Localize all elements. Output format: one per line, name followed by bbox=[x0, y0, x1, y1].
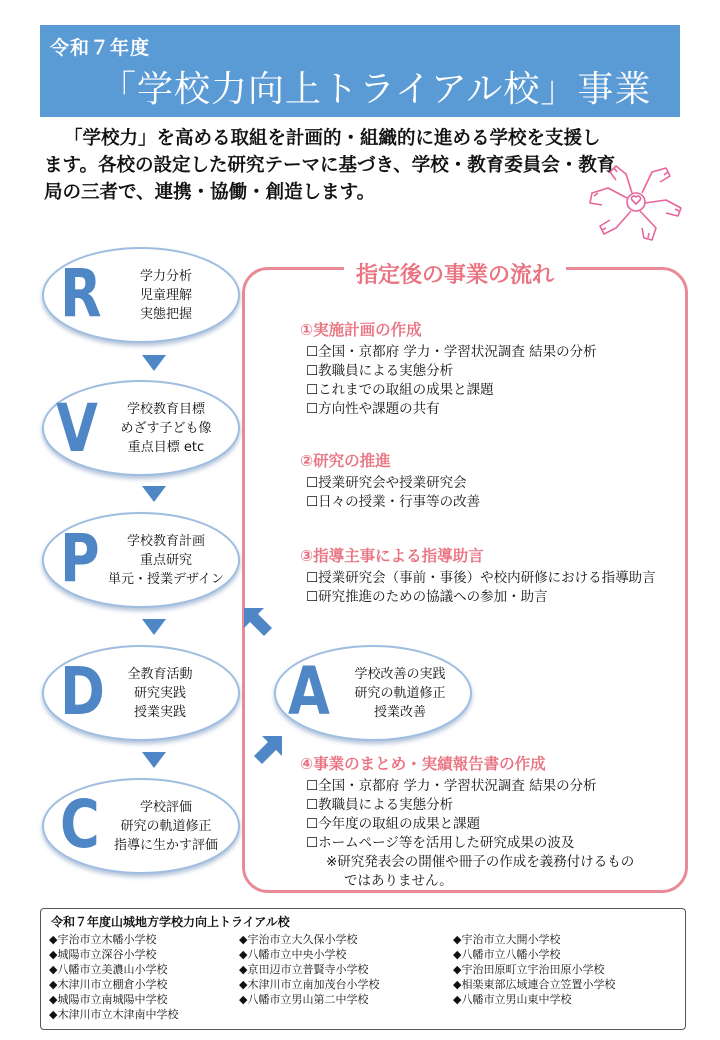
cycle-line: 学校評価 bbox=[139, 800, 192, 815]
school-list bbox=[40, 908, 686, 1030]
section-item: ☐研究推進のための協議への参加・助言 bbox=[306, 589, 548, 605]
school-item: ◆宇治市立木幡小学校 bbox=[49, 933, 157, 946]
section-item: ☐方向性や課題の共有 bbox=[306, 401, 440, 417]
down-arrow-icon bbox=[142, 355, 166, 371]
school-item: ◆木津川市立木津南中学校 bbox=[49, 1008, 179, 1021]
school-item: ◆宇治市立大久保小学校 bbox=[239, 933, 358, 946]
school-item: ◆相楽東部広域連合立笠置小学校 bbox=[453, 978, 616, 991]
intro-text bbox=[44, 125, 674, 206]
cycle-text bbox=[338, 665, 462, 722]
section-item: ☐日々の授業・行事等の改善 bbox=[306, 494, 481, 510]
section-title: ①実施計画の作成 bbox=[300, 321, 422, 339]
school-item: ◆宇治市立大開小学校 bbox=[453, 933, 561, 946]
cycle-line: 授業改善 bbox=[373, 705, 426, 720]
cycle-v bbox=[42, 380, 240, 476]
section-item: ☐授業研究会や授業研究会 bbox=[306, 475, 467, 491]
school-list-title: 令和７年度山城地方学校力向上トライアル校 bbox=[51, 915, 290, 929]
cycle-line: 研究の軌道修正 bbox=[354, 686, 446, 701]
cycle-line: 学力分析 bbox=[139, 269, 192, 284]
school-item: ◆八幡市立男山東中学校 bbox=[453, 993, 572, 1006]
cycle-text bbox=[116, 267, 216, 324]
intro-line-1: 「学校力」を高める取組を計画的・組織的に進める学校を支援し bbox=[64, 128, 601, 149]
down-arrow-icon bbox=[142, 619, 166, 635]
section-item: ☐授業研究会（事前・事後）や校内研修における指導助言 bbox=[306, 570, 656, 586]
school-item: ◆城陽市立深谷小学校 bbox=[49, 948, 157, 961]
school-item: ◆八幡市立八幡小学校 bbox=[453, 948, 561, 961]
intro-line-3: 局の三者で、連携・協働・創造します。 bbox=[44, 182, 376, 203]
cycle-letter: D bbox=[60, 653, 105, 730]
school-item: ◆八幡市立中央小学校 bbox=[239, 948, 347, 961]
school-item: ◆八幡市立男山第二中学校 bbox=[239, 993, 369, 1006]
cycle-letter: V bbox=[56, 390, 98, 467]
cycle-line: 学校教育目標 bbox=[126, 402, 205, 417]
cycle-line: 児童理解 bbox=[139, 288, 192, 303]
cycle-p bbox=[42, 512, 240, 608]
section-2 bbox=[300, 449, 480, 512]
cycle-line: 学校改善の実践 bbox=[354, 667, 446, 682]
down-arrow-icon bbox=[142, 752, 166, 768]
section-item: ☐全国・京都府 学力・学習状況調査 結果の分析 bbox=[306, 344, 597, 360]
up-right-arrow-icon bbox=[252, 732, 286, 766]
cycle-letter: P bbox=[60, 520, 100, 597]
section-title: ④事業のまとめ・実績報告書の作成 bbox=[300, 755, 546, 773]
section-note: ではありません。 bbox=[344, 873, 453, 889]
cycle-line: 重点目標 etc bbox=[127, 440, 205, 455]
section-3 bbox=[300, 544, 656, 607]
section-note: ※研究発表会の開催や冊子の作成を義務付けるもの bbox=[326, 854, 635, 870]
down-arrow-icon bbox=[142, 486, 166, 502]
flow-title: 指定後の事業の流れ bbox=[344, 258, 566, 289]
cycle-line: 全教育活動 bbox=[127, 667, 193, 682]
cycle-d bbox=[42, 645, 240, 741]
cycle-line: 授業実践 bbox=[133, 705, 186, 720]
section-item: ☐教職員による実態分析 bbox=[306, 797, 454, 813]
section-item: ☐教職員による実態分析 bbox=[306, 363, 454, 379]
cycle-line: 重点研究 bbox=[139, 553, 192, 568]
section-item: ☐今年度の取組の成果と課題 bbox=[306, 816, 481, 832]
section-item: ☐全国・京都府 学力・学習状況調査 結果の分析 bbox=[306, 778, 597, 794]
school-item: ◆木津川市立棚倉小学校 bbox=[49, 978, 168, 991]
up-left-arrow-icon bbox=[240, 604, 274, 638]
school-item: ◆京田辺市立普賢寺小学校 bbox=[239, 963, 369, 976]
cycle-letter: C bbox=[60, 786, 100, 863]
school-item: ◆城陽市立南城陽中学校 bbox=[49, 993, 168, 1006]
cycle-line: 学校教育計画 bbox=[126, 534, 205, 549]
intro-line-2: ます。各校の設定した研究テーマに基づき、学校・教育委員会・教育 bbox=[44, 155, 616, 176]
section-4 bbox=[300, 752, 634, 891]
school-item: ◆木津川市立南加茂台小学校 bbox=[239, 978, 380, 991]
page-title: 「学校力向上トライアル校」事業 bbox=[100, 69, 652, 110]
cycle-text bbox=[100, 798, 232, 855]
cycle-line: 単元・授業デザイン bbox=[107, 572, 225, 587]
cycle-c bbox=[42, 778, 240, 874]
school-item: ◆八幡市立美濃山小学校 bbox=[49, 963, 168, 976]
school-item: ◆宇治田原町立宇治田原小学校 bbox=[453, 963, 605, 976]
cycle-letter: R bbox=[60, 255, 102, 332]
joined-hands-icon bbox=[586, 158, 686, 243]
cycle-line: めざす子ども像 bbox=[120, 421, 212, 436]
cycle-line: 研究実践 bbox=[133, 686, 186, 701]
cycle-text bbox=[96, 532, 236, 589]
header-banner bbox=[40, 25, 680, 117]
section-1 bbox=[300, 318, 597, 419]
section-title: ②研究の推進 bbox=[300, 452, 391, 470]
header-year: 令和７年度 bbox=[50, 37, 151, 59]
cycle-a bbox=[274, 645, 472, 741]
cycle-text bbox=[110, 665, 210, 722]
cycle-letter: A bbox=[288, 653, 330, 730]
cycle-line: 指導に生かす評価 bbox=[113, 838, 218, 853]
cycle-line: 実態把握 bbox=[139, 307, 192, 322]
cycle-text bbox=[104, 400, 228, 457]
section-item: ☐ホームページ等を活用した研究成果の波及 bbox=[306, 835, 575, 851]
cycle-r bbox=[42, 247, 240, 343]
section-item: ☐これまでの取組の成果と課題 bbox=[306, 382, 494, 398]
cycle-line: 研究の軌道修正 bbox=[120, 819, 212, 834]
section-title: ③指導主事による指導助言 bbox=[300, 547, 484, 565]
